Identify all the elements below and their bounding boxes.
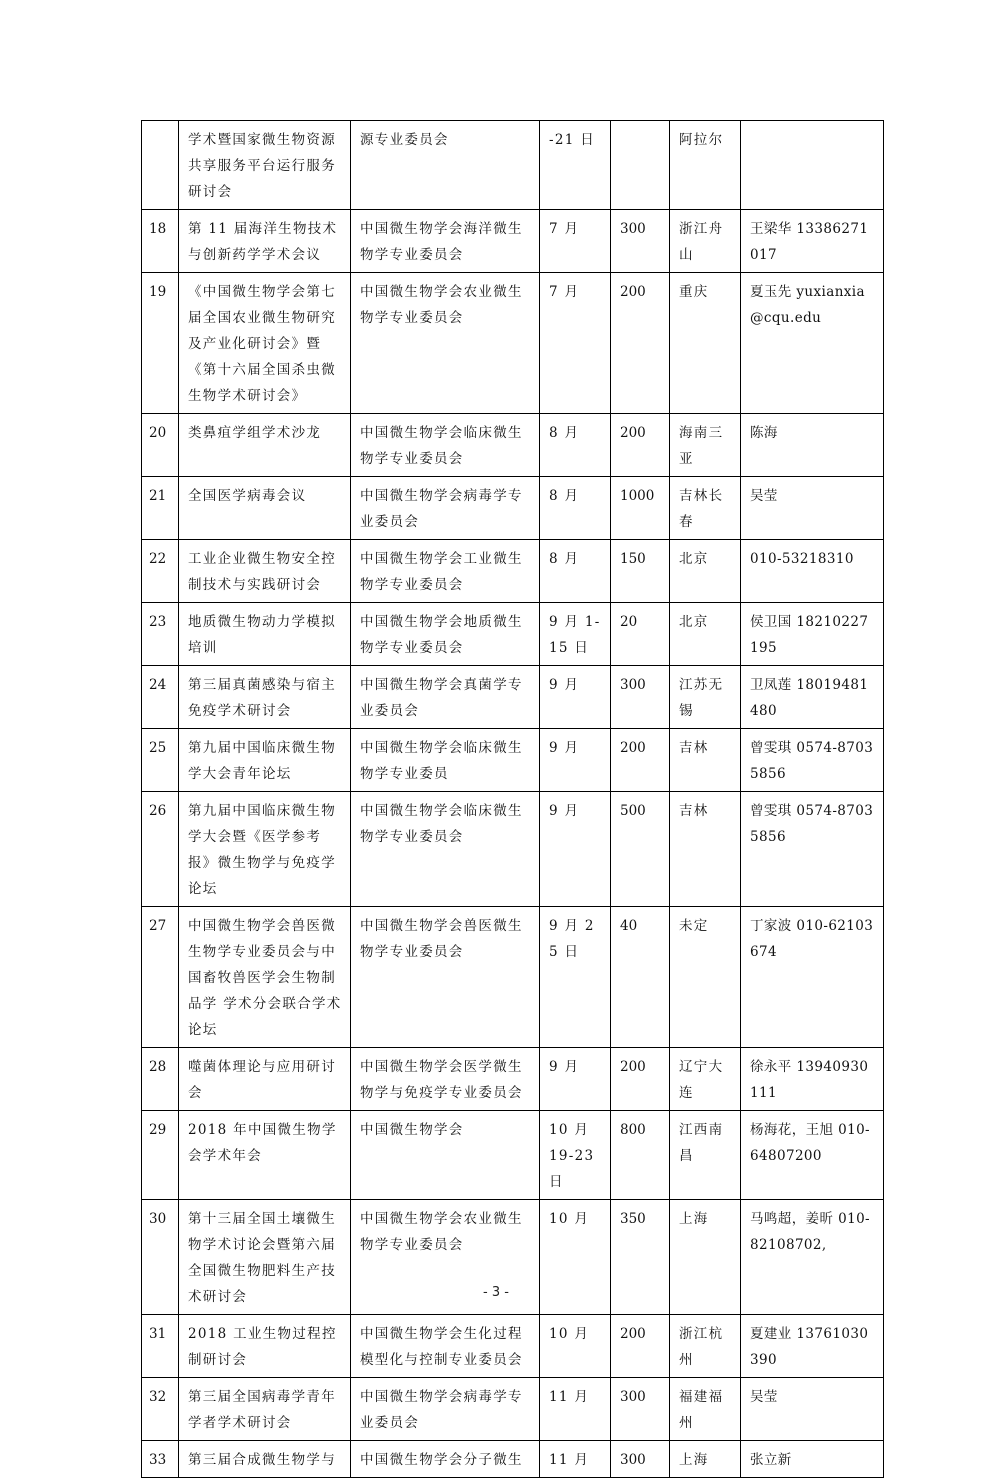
row-number-cell: 28	[142, 1048, 179, 1111]
conference-name-cell: 2018 工业生物过程控制研讨会	[179, 1315, 351, 1378]
contact-info-cell	[741, 121, 884, 210]
row-number-cell: 19	[142, 273, 179, 414]
conference-name-cell: 噬菌体理论与应用研讨会	[179, 1048, 351, 1111]
organizer-cell: 中国微生物学会兽医微生物学专业委员会	[351, 907, 540, 1048]
conference-time-cell: 8 月	[540, 477, 611, 540]
conference-name-cell: 学术暨国家微生物资源共享服务平台运行服务研讨会	[179, 121, 351, 210]
conference-location-cell: 上海	[670, 1441, 741, 1478]
conference-location-cell: 吉林	[670, 792, 741, 907]
contact-info-cell: 马鸣超，姜昕 010-82108702,	[741, 1200, 884, 1315]
conference-name-cell: 第三届真菌感染与宿主免疫学术研讨会	[179, 666, 351, 729]
conference-name-cell: 第三届全国病毒学青年学者学术研讨会	[179, 1378, 351, 1441]
row-number-cell: 24	[142, 666, 179, 729]
row-number-cell: 18	[142, 210, 179, 273]
attendee-count-cell: 40	[611, 907, 670, 1048]
organizer-cell: 中国微生物学会工业微生物学专业委员会	[351, 540, 540, 603]
table-row	[142, 273, 884, 414]
conference-location-cell: 北京	[670, 540, 741, 603]
row-number-cell: 20	[142, 414, 179, 477]
contact-info-cell: 陈海	[741, 414, 884, 477]
contact-info-cell: 夏玉先 yuxianxia@cqu.edu	[741, 273, 884, 414]
row-number-cell: 26	[142, 792, 179, 907]
attendee-count-cell: 200	[611, 729, 670, 792]
table-row	[142, 729, 884, 792]
conference-name-cell: 第九届中国临床微生物学大会暨《医学参考报》微生物学与免疫学论坛	[179, 792, 351, 907]
conference-time-cell: 9 月	[540, 792, 611, 907]
conference-name-cell: 第 11 届海洋生物技术与创新药学学术会议	[179, 210, 351, 273]
conference-name-cell: 2018 年中国微生物学会学术年会	[179, 1111, 351, 1200]
conference-location-cell: 北京	[670, 603, 741, 666]
organizer-cell: 中国微生物学会医学微生物学与免疫学专业委员会	[351, 1048, 540, 1111]
row-number-cell: 31	[142, 1315, 179, 1378]
conference-location-cell: 浙江舟山	[670, 210, 741, 273]
attendee-count-cell: 800	[611, 1111, 670, 1200]
attendee-count-cell: 200	[611, 273, 670, 414]
table-row	[142, 414, 884, 477]
conference-location-cell: 吉林长春	[670, 477, 741, 540]
row-number-cell	[142, 121, 179, 210]
organizer-cell: 中国微生物学会临床微生物学专业委员会	[351, 792, 540, 907]
row-number-cell: 25	[142, 729, 179, 792]
conference-time-cell: 7 月	[540, 210, 611, 273]
contact-info-cell: 王梁华 13386271017	[741, 210, 884, 273]
contact-info-cell: 张立新	[741, 1441, 884, 1478]
conference-time-cell: -21 日	[540, 121, 611, 210]
conference-name-cell: 第九届中国临床微生物学大会青年论坛	[179, 729, 351, 792]
attendee-count-cell: 300	[611, 1378, 670, 1441]
attendee-count-cell: 300	[611, 666, 670, 729]
organizer-cell: 中国微生物学会	[351, 1111, 540, 1200]
conference-location-cell: 上海	[670, 1200, 741, 1315]
conference-table	[141, 120, 884, 1478]
contact-info-cell: 曾雯琪 0574-87035856	[741, 729, 884, 792]
conference-name-cell: 地质微生物动力学模拟培训	[179, 603, 351, 666]
row-number-cell: 23	[142, 603, 179, 666]
conference-location-cell: 重庆	[670, 273, 741, 414]
conference-time-cell: 7 月	[540, 273, 611, 414]
conference-time-cell: 9 月	[540, 1048, 611, 1111]
conference-time-cell: 9 月	[540, 729, 611, 792]
attendee-count-cell	[611, 121, 670, 210]
conference-name-cell: 类鼻疽学组学术沙龙	[179, 414, 351, 477]
conference-name-cell: 《中国微生物学会第七届全国农业微生物研究及产业化研讨会》暨《第十六届全国杀虫微生物学术研讨会》	[179, 273, 351, 414]
organizer-cell: 中国微生物学会农业微生物学专业委员会	[351, 1200, 540, 1315]
table-row	[142, 540, 884, 603]
conference-time-cell: 10 月 19-23 日	[540, 1111, 611, 1200]
attendee-count-cell: 20	[611, 603, 670, 666]
attendee-count-cell: 300	[611, 1441, 670, 1478]
conference-location-cell: 未定	[670, 907, 741, 1048]
attendee-count-cell: 200	[611, 1315, 670, 1378]
attendee-count-cell: 300	[611, 210, 670, 273]
conference-location-cell: 阿拉尔	[670, 121, 741, 210]
attendee-count-cell: 150	[611, 540, 670, 603]
conference-table-body	[142, 121, 884, 1478]
conference-location-cell: 海南三亚	[670, 414, 741, 477]
contact-info-cell: 卫凤莲 18019481480	[741, 666, 884, 729]
table-row	[142, 666, 884, 729]
attendee-count-cell: 200	[611, 1048, 670, 1111]
row-number-cell: 29	[142, 1111, 179, 1200]
row-number-cell: 33	[142, 1441, 179, 1478]
conference-name-cell: 中国微生物学会兽医微生物学专业委员会与中国畜牧兽医学会生物制品学 学术分会联合学术论坛	[179, 907, 351, 1048]
row-number-cell: 21	[142, 477, 179, 540]
table-row	[142, 907, 884, 1048]
row-number-cell: 27	[142, 907, 179, 1048]
table-row	[142, 1048, 884, 1111]
table-row	[142, 1441, 884, 1478]
contact-info-cell: 丁家波 010-62103674	[741, 907, 884, 1048]
contact-info-cell: 吴莹	[741, 1378, 884, 1441]
organizer-cell: 中国微生物学会临床微生物学专业委员会	[351, 414, 540, 477]
attendee-count-cell: 1000	[611, 477, 670, 540]
table-row	[142, 121, 884, 210]
organizer-cell: 中国微生物学会生化过程模型化与控制专业委员会	[351, 1315, 540, 1378]
contact-info-cell: 吴莹	[741, 477, 884, 540]
contact-info-cell: 夏建业 13761030390	[741, 1315, 884, 1378]
table-row	[142, 603, 884, 666]
attendee-count-cell: 200	[611, 414, 670, 477]
table-row	[142, 477, 884, 540]
organizer-cell: 中国微生物学会地质微生物学专业委员会	[351, 603, 540, 666]
conference-name-cell: 第三届合成微生物学与	[179, 1441, 351, 1478]
contact-info-cell: 徐永平 13940930111	[741, 1048, 884, 1111]
contact-info-cell: 010-53218310	[741, 540, 884, 603]
row-number-cell: 32	[142, 1378, 179, 1441]
table-row	[142, 792, 884, 907]
organizer-cell: 中国微生物学会临床微生物学专业委员	[351, 729, 540, 792]
contact-info-cell: 曾雯琪 0574-87035856	[741, 792, 884, 907]
conference-location-cell: 浙江杭州	[670, 1315, 741, 1378]
page-number: - 3 -	[483, 1285, 509, 1300]
table-row	[142, 1111, 884, 1200]
organizer-cell: 中国微生物学会病毒学专业委员会	[351, 1378, 540, 1441]
organizer-cell: 中国微生物学会病毒学专业委员会	[351, 477, 540, 540]
conference-location-cell: 吉林	[670, 729, 741, 792]
table-row	[142, 1378, 884, 1441]
conference-time-cell: 10 月	[540, 1200, 611, 1315]
conference-time-cell: 11 月	[540, 1378, 611, 1441]
conference-time-cell: 9 月	[540, 666, 611, 729]
conference-name-cell: 工业企业微生物安全控制技术与实践研讨会	[179, 540, 351, 603]
conference-time-cell: 11 月	[540, 1441, 611, 1478]
conference-time-cell: 8 月	[540, 540, 611, 603]
organizer-cell: 中国微生物学会真菌学专业委员会	[351, 666, 540, 729]
attendee-count-cell: 500	[611, 792, 670, 907]
conference-time-cell: 9 月 25 日	[540, 907, 611, 1048]
attendee-count-cell: 350	[611, 1200, 670, 1315]
conference-time-cell: 8 月	[540, 414, 611, 477]
conference-location-cell: 江苏无锡	[670, 666, 741, 729]
table-row	[142, 210, 884, 273]
conference-location-cell: 福建福州	[670, 1378, 741, 1441]
organizer-cell: 中国微生物学会分子微生	[351, 1441, 540, 1478]
conference-name-cell: 全国医学病毒会议	[179, 477, 351, 540]
contact-info-cell: 侯卫国 18210227195	[741, 603, 884, 666]
conference-name-cell: 第十三届全国土壤微生物学术讨论会暨第六届全国微生物肥料生产技术研讨会	[179, 1200, 351, 1315]
organizer-cell: 中国微生物学会农业微生物学专业委员会	[351, 273, 540, 414]
conference-location-cell: 辽宁大连	[670, 1048, 741, 1111]
conference-location-cell: 江西南昌	[670, 1111, 741, 1200]
organizer-cell: 源专业委员会	[351, 121, 540, 210]
organizer-cell: 中国微生物学会海洋微生物学专业委员会	[351, 210, 540, 273]
row-number-cell: 22	[142, 540, 179, 603]
conference-time-cell: 9 月 1-15 日	[540, 603, 611, 666]
conference-time-cell: 10 月	[540, 1315, 611, 1378]
contact-info-cell: 杨海花，王旭 010-64807200	[741, 1111, 884, 1200]
table-row	[142, 1315, 884, 1378]
row-number-cell: 30	[142, 1200, 179, 1315]
